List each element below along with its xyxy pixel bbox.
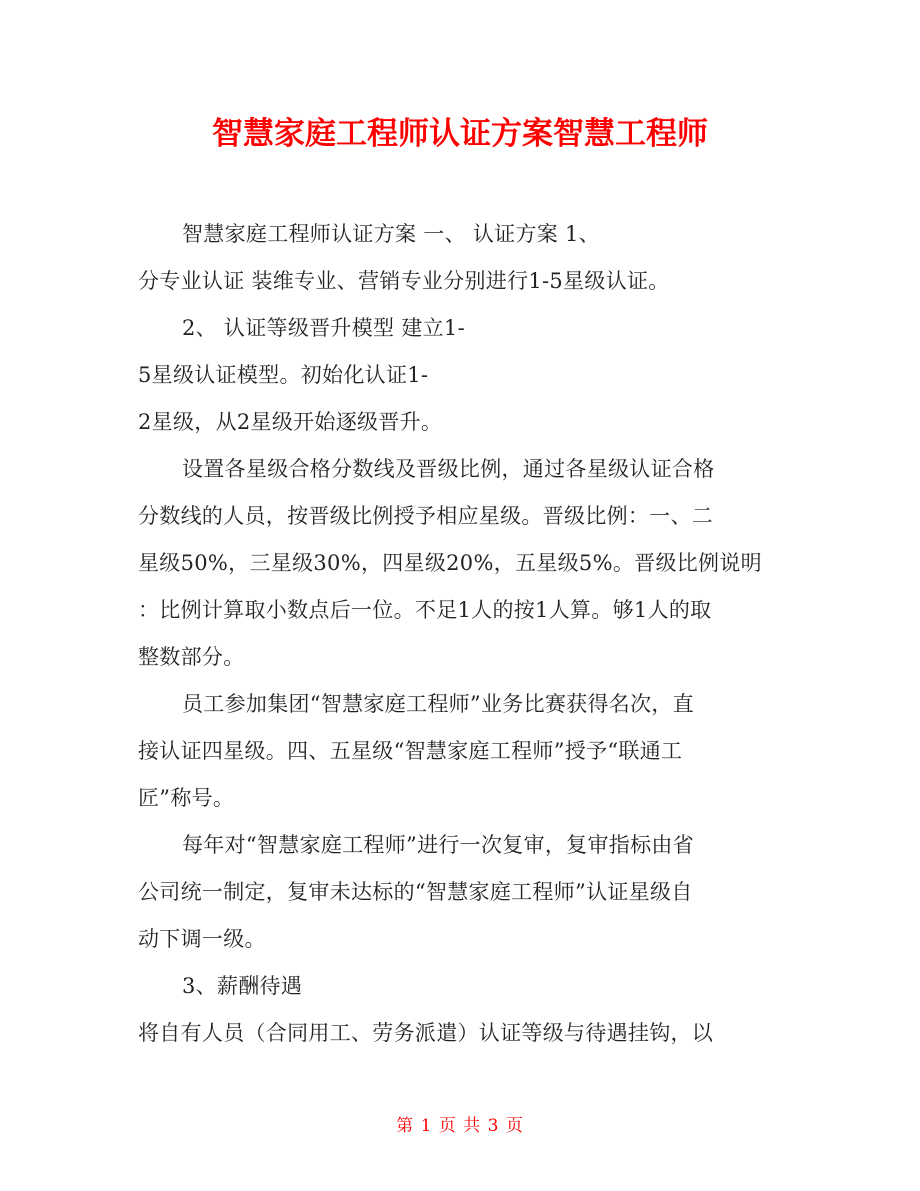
- body-line: 公司统一制定，复审未达标的“智慧家庭工程师”认证星级自: [138, 880, 693, 904]
- body-line: 2、 认证等级晋升模型 建立1-: [182, 316, 465, 340]
- body-line: 每年对“智慧家庭工程师”进行一次复审，复审指标由省: [182, 833, 694, 857]
- body-line: 匠”称号。: [138, 786, 235, 810]
- body-line: 动下调一级。: [138, 927, 266, 951]
- body-line: 星级50%，三星级30%，四星级20%，五星级5%。晋级比例说明: [138, 551, 762, 575]
- body-line: 分专业认证 装维专业、营销专业分别进行1-5星级认证。: [138, 269, 670, 293]
- section-heading: 3、薪酬待遇: [182, 974, 303, 998]
- body-line: 接认证四星级。四、五星级“智慧家庭工程师”授予“联通工: [138, 739, 683, 763]
- body-line: 5星级认证模型。初始化认证1-: [138, 363, 429, 387]
- body-line: ：比例计算取小数点后一位。不足1人的按1人算。够1人的取: [138, 598, 712, 622]
- document-title: 智慧家庭工程师认证方案智慧工程师: [212, 116, 708, 152]
- body-line: 2星级，从2星级开始逐级晋升。: [138, 410, 443, 434]
- page-number-footer: 第 1 页 共 3 页: [396, 1116, 524, 1136]
- body-line: 分数线的人员，按晋级比例授予相应星级。晋级比例：一、二: [138, 504, 714, 528]
- body-line: 整数部分。: [138, 645, 245, 669]
- body-line: 设置各星级合格分数线及晋级比例，通过各星级认证合格: [182, 457, 715, 481]
- body-line: 智慧家庭工程师认证方案 一、 认证方案 1、: [182, 222, 600, 246]
- body-line: 将自有人员（合同用工、劳务派遣）认证等级与待遇挂钩，以: [138, 1021, 714, 1045]
- body-line: 员工参加集团“智慧家庭工程师”业务比赛获得名次，直: [182, 692, 694, 716]
